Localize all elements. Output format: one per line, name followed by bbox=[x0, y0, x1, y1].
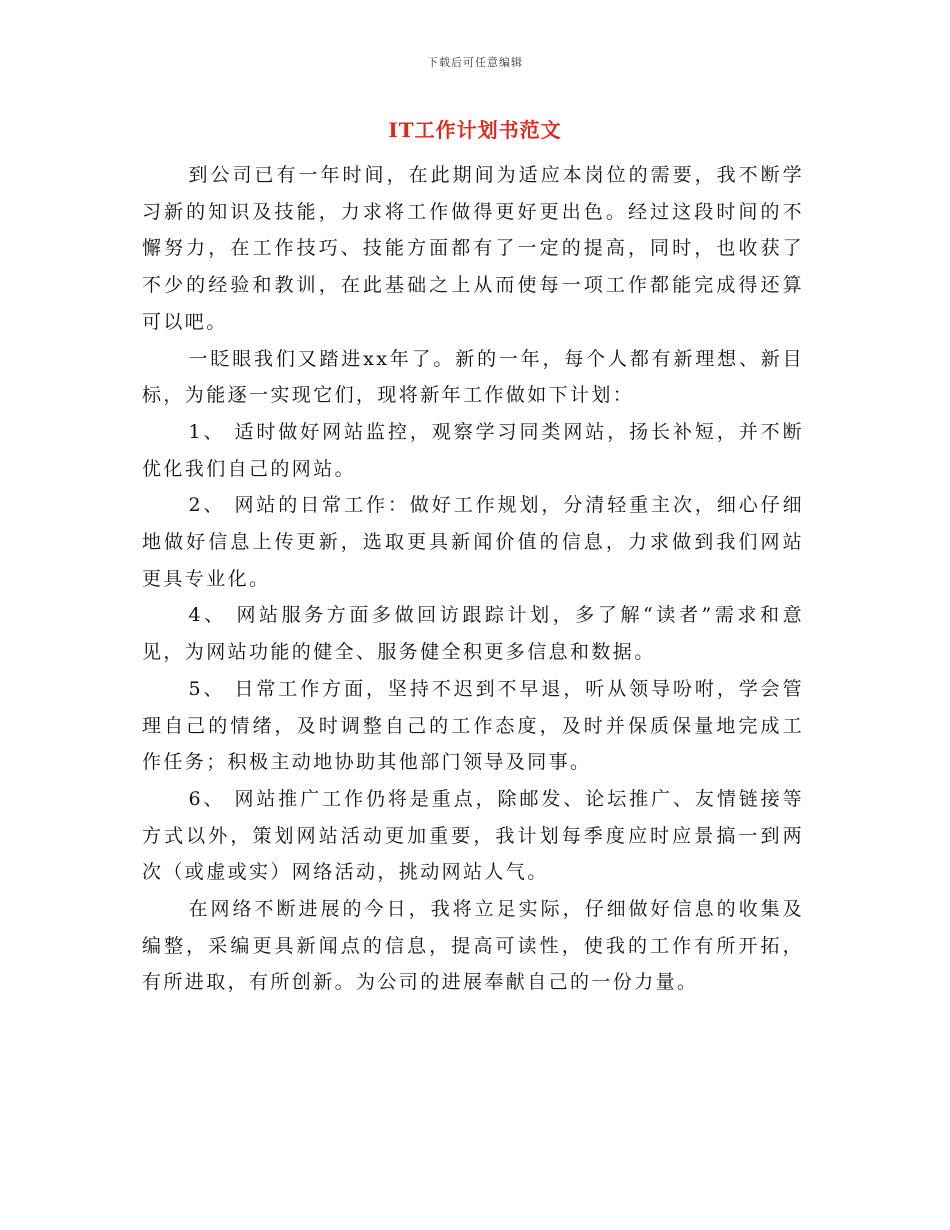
paragraph-item-2: 2、 网站的日常工作：做好工作规划，分清轻重主次，细心仔细地做好信息上传更新，选取更具新闻价值的信息，力求做到我们网站更具专业化。 bbox=[142, 494, 804, 590]
document-title: IT工作计划书范文 bbox=[388, 118, 562, 142]
document-body bbox=[142, 157, 804, 1001]
paragraph-item-4: 4、 网站服务方面多做回访跟踪计划，多了解“读者”需求和意见，为网站功能的健全、服务健全积更多信息和数据。 bbox=[142, 604, 804, 664]
paragraph-new-year: 一眨眼我们又踏进xx年了。新的一年，每个人都有新理想、新目标，为能逐一实现它们，现将新年工作做如下计划： bbox=[142, 347, 804, 407]
paragraph-conclusion: 在网络不断进展的今日，我将立足实际，仔细做好信息的收集及编整，采编更具新闻点的信息，提高可读性，使我的工作有所开拓，有所进取，有所创新。为公司的进展奉献自己的一份力量。 bbox=[142, 898, 804, 994]
page-header-note: 下载后可任意编辑 bbox=[427, 56, 523, 69]
paragraph-intro: 到公司已有一年时间，在此期间为适应本岗位的需要，我不断学习新的知识及技能，力求将工作做得更好更出色。经过这段时间的不懈努力，在工作技巧、技能方面都有了一定的提高，同时，也收获了不少的经验和教训，在此基础之上从而使每一项工作都能完成得还算可以吧。 bbox=[142, 164, 804, 333]
paragraph-item-1: 1、 适时做好网站监控，观察学习同类网站，扬长补短，并不断优化我们自己的网站。 bbox=[142, 420, 804, 480]
paragraph-item-5: 5、 日常工作方面，坚持不迟到不早退，听从领导吩咐，学会管理自己的情绪，及时调整自己的工作态度，及时并保质保量地完成工作任务；积极主动地协助其他部门领导及同事。 bbox=[142, 677, 804, 774]
paragraph-item-6: 6、 网站推广工作仍将是重点，除邮发、论坛推广、友情链接等方式以外，策划网站活动更加重要，我计划每季度应时应景搞一到两次（或虚或实）网络活动，挑动网站人气。 bbox=[142, 787, 804, 884]
